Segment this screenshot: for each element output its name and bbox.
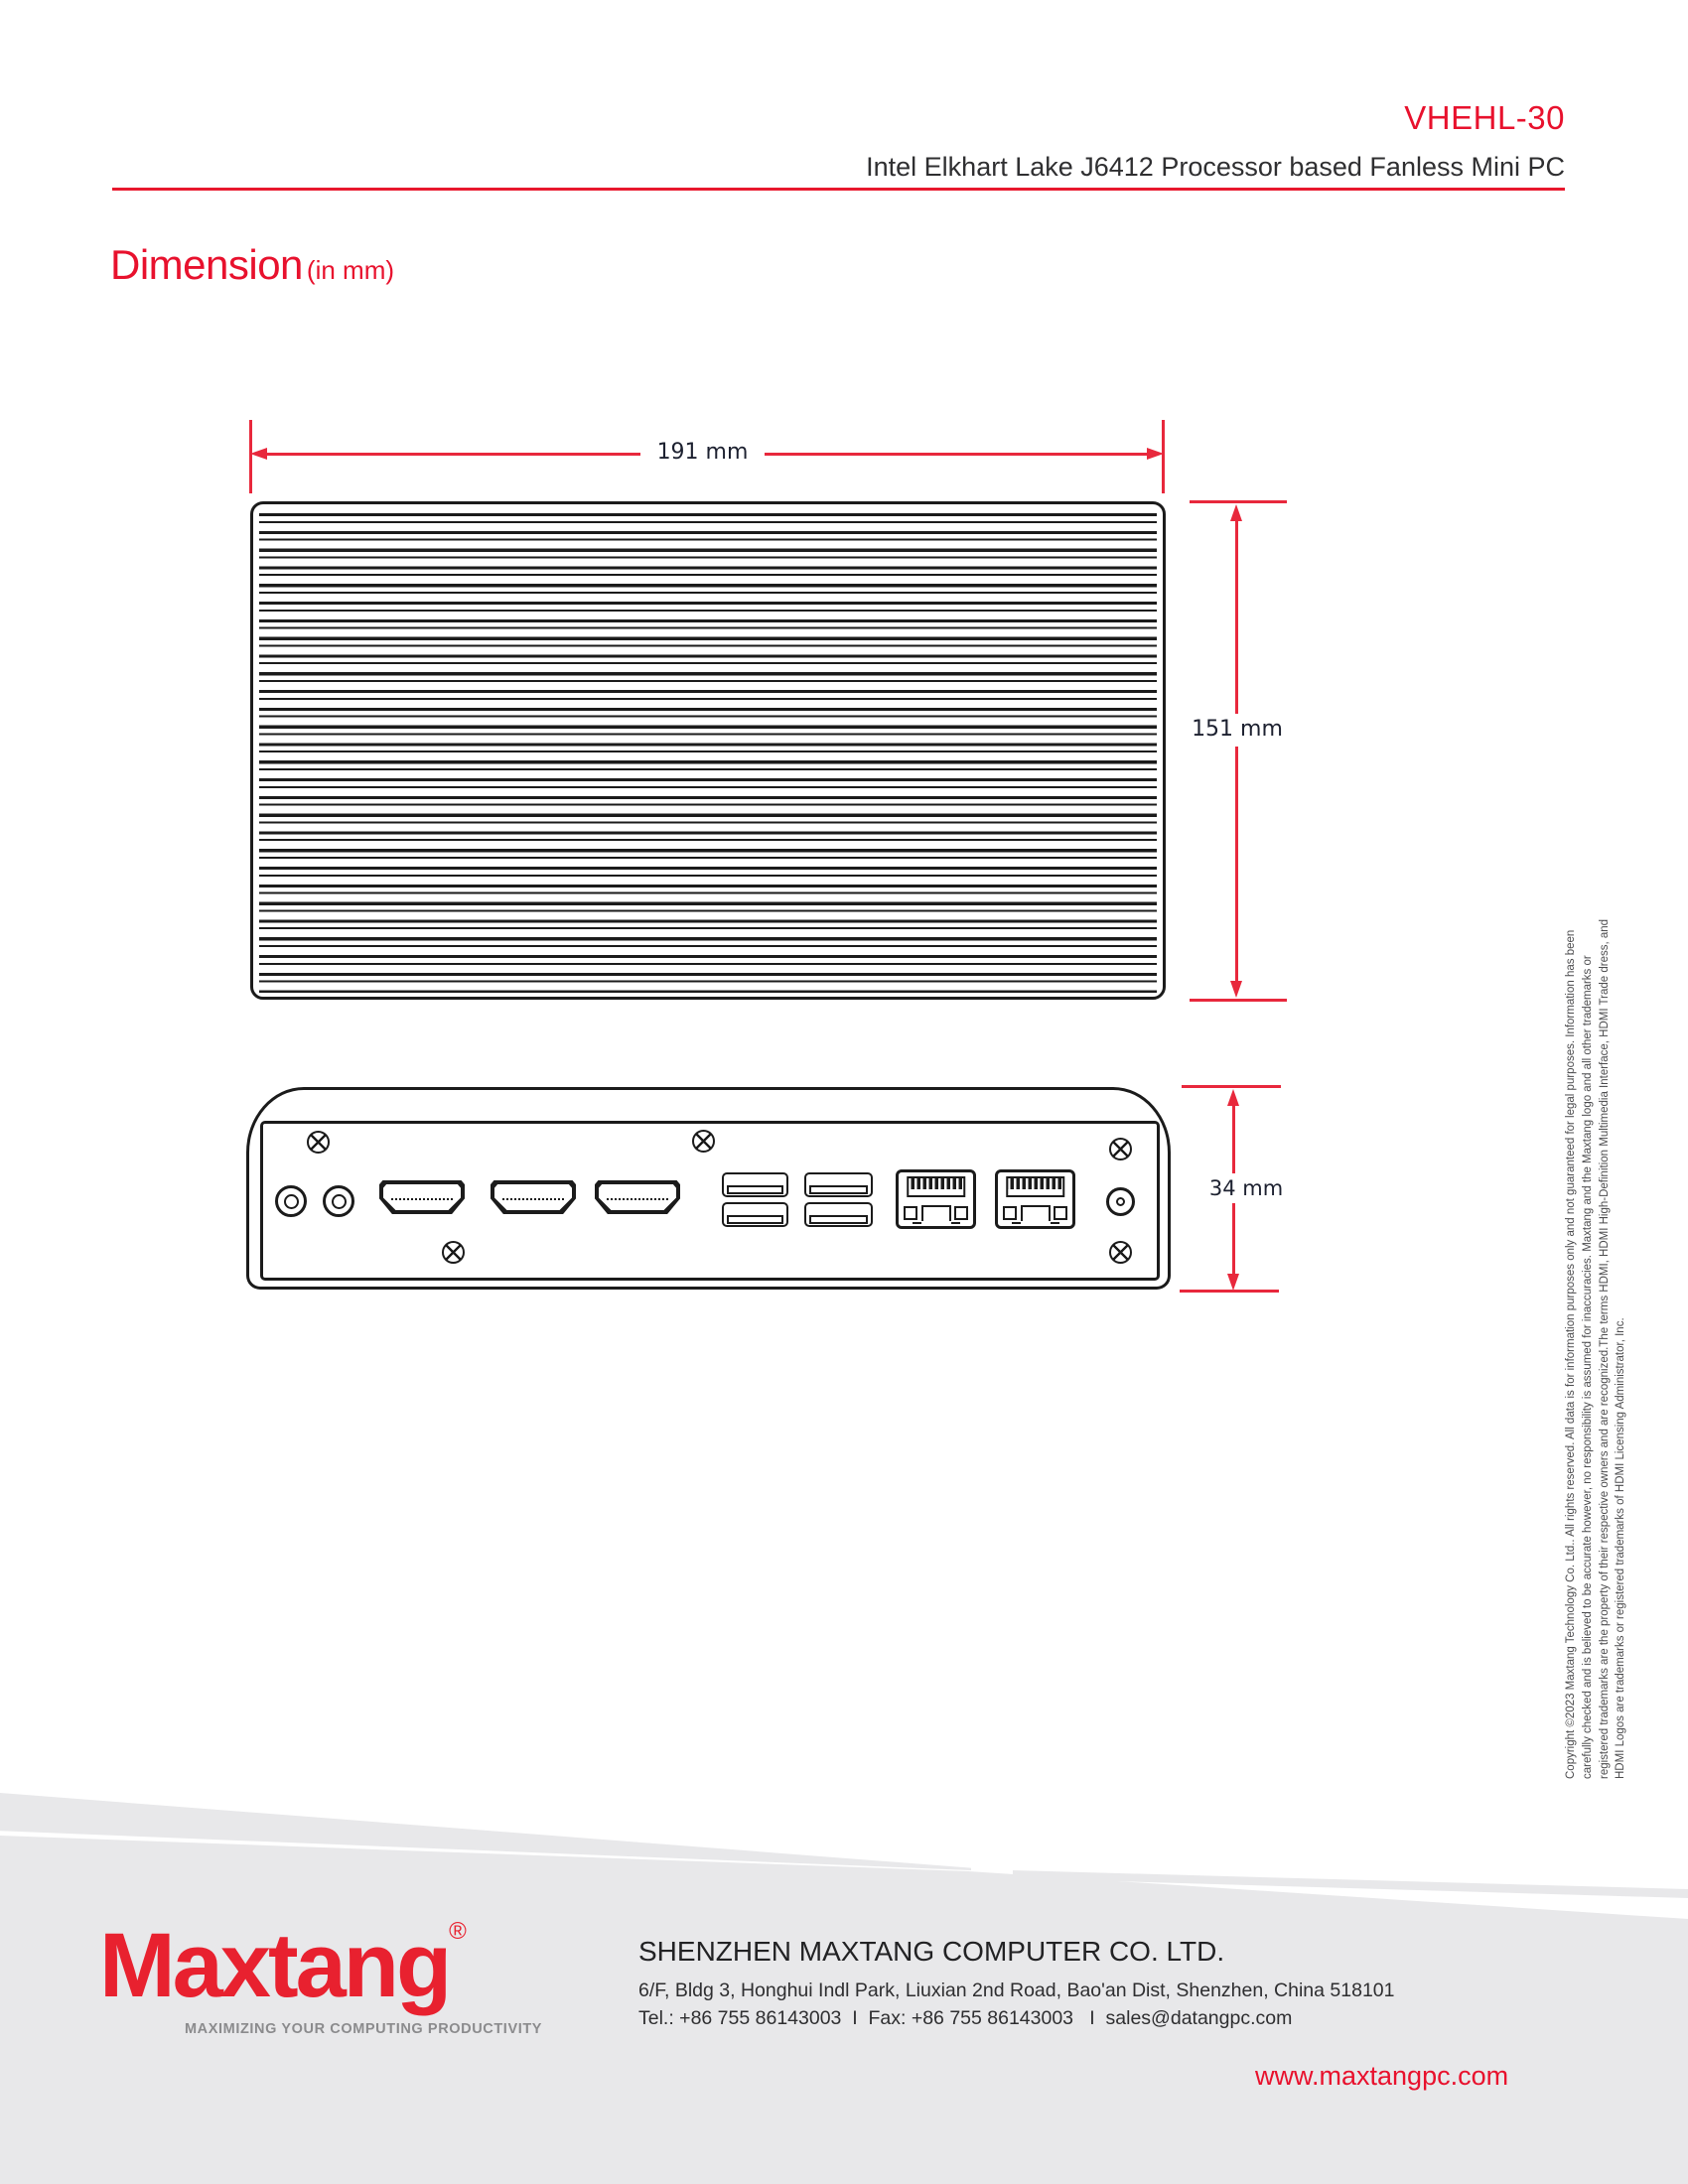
usb-port-icon xyxy=(804,1172,873,1197)
website-link[interactable]: www.maxtangpc.com xyxy=(1255,2061,1509,2091)
product-subtitle: Intel Elkhart Lake J6412 Processor based Fanless Mini PC xyxy=(866,152,1565,182)
screw-icon xyxy=(692,1130,715,1153)
header-divider xyxy=(112,188,1565,191)
registered-mark-icon: ® xyxy=(449,1918,467,1945)
dim-depth-line-lower xyxy=(1232,1203,1235,1275)
audio-jack-inner xyxy=(332,1194,347,1209)
dim-width-label: 191 mm xyxy=(656,440,749,465)
company-address: 6/F, Bldg 3, Honghui Indl Park, Liuxian 2nd Road, Bao'an Dist, Shenzhen, China 518101 xyxy=(638,1979,1395,2001)
ethernet-latch-notch xyxy=(921,1205,951,1221)
legal-line: registered trademarks are the property of their respective owners and are recognized.The terms HDMI, HDMI High-Definition Multimedia Interface, HDMI Trade dress, and xyxy=(1598,918,1611,1779)
legal-copyright-text xyxy=(1563,848,1629,1779)
dim-depth-label: 34 mm xyxy=(1208,1176,1284,1200)
screw-icon xyxy=(307,1131,330,1154)
audio-jack-icon xyxy=(275,1185,307,1217)
power-button-dot xyxy=(1116,1197,1125,1206)
usb-tongue xyxy=(727,1215,783,1224)
dim-height-tick-bottom xyxy=(1190,999,1287,1002)
hdmi-port-icon xyxy=(491,1180,576,1214)
hdmi-port-icon xyxy=(379,1180,465,1214)
power-button-icon xyxy=(1106,1187,1135,1216)
heatsink-fins xyxy=(259,508,1157,993)
dim-width-line-left xyxy=(265,453,640,456)
screw-icon xyxy=(1109,1241,1132,1264)
legal-line: carefully checked and is believed to be accurate however, no responsibility is assumed for inaccuracies. Maxtang and the Maxtang logo and all other trademarks or xyxy=(1581,955,1594,1779)
usb-port-icon xyxy=(804,1202,873,1227)
usb-port-icon xyxy=(722,1202,788,1227)
screw-icon xyxy=(1109,1138,1132,1160)
section-heading xyxy=(110,241,394,289)
dim-height-line-upper xyxy=(1235,519,1238,714)
section-title-unit: (in mm) xyxy=(306,255,395,285)
audio-jack-inner xyxy=(284,1194,299,1209)
dim-height-tick-top xyxy=(1190,500,1287,503)
top-view-outline xyxy=(250,501,1166,1000)
legal-line: HDMI Logos are trademarks or registered trademarks of HDMI Licensing Administrator, Inc. xyxy=(1615,1317,1627,1779)
audio-jack-icon xyxy=(323,1185,354,1217)
dim-depth-tick-top xyxy=(1182,1085,1281,1088)
company-name: SHENZHEN MAXTANG COMPUTER CO. LTD. xyxy=(638,1936,1225,1967)
hdmi-pins xyxy=(391,1198,453,1200)
dim-depth-arrow-down-icon xyxy=(1227,1274,1239,1291)
ethernet-led xyxy=(954,1206,968,1220)
company-contacts: Tel.: +86 755 86143003 I Fax: +86 755 86143003 I sales@datangpc.com xyxy=(638,2007,1293,2029)
product-model: VHEHL-30 xyxy=(1404,99,1565,136)
ethernet-pins xyxy=(907,1176,966,1197)
logo-tagline: MAXIMIZING YOUR COMPUTING PRODUCTIVITY xyxy=(185,2021,543,2037)
screw-icon xyxy=(442,1241,465,1264)
maxtang-logo xyxy=(99,1914,467,2018)
dim-height-label: 151 mm xyxy=(1192,717,1283,742)
ethernet-pins xyxy=(1006,1176,1065,1197)
usb-tongue xyxy=(809,1215,868,1224)
usb-tongue xyxy=(809,1185,868,1194)
dim-height-line-lower xyxy=(1235,747,1238,981)
usb-tongue xyxy=(727,1185,783,1194)
dim-width-arrow-right-icon xyxy=(1147,448,1164,460)
dim-depth-line-upper xyxy=(1232,1104,1235,1173)
dim-width-line-right xyxy=(765,453,1150,456)
hdmi-pins xyxy=(502,1198,564,1200)
hdmi-pins xyxy=(607,1198,668,1200)
ethernet-led xyxy=(1003,1206,1017,1220)
maxtang-logo-text: Maxtang xyxy=(99,1915,450,2016)
hdmi-port-icon xyxy=(595,1180,680,1214)
ethernet-latch-notch xyxy=(1021,1205,1051,1221)
dim-height-arrow-down-icon xyxy=(1230,981,1242,998)
ethernet-led xyxy=(1054,1206,1067,1220)
ethernet-led xyxy=(904,1206,917,1220)
legal-line: Copyright ©2023 Maxtang Technology Co. Ltd.. All rights reserved. All data is for information purposes only and not guaranteed for legal purposes. Information has been xyxy=(1565,929,1577,1779)
usb-port-icon xyxy=(722,1172,788,1197)
ethernet-port-icon xyxy=(995,1169,1075,1229)
section-title: Dimension xyxy=(110,241,303,288)
ethernet-port-icon xyxy=(896,1169,976,1229)
